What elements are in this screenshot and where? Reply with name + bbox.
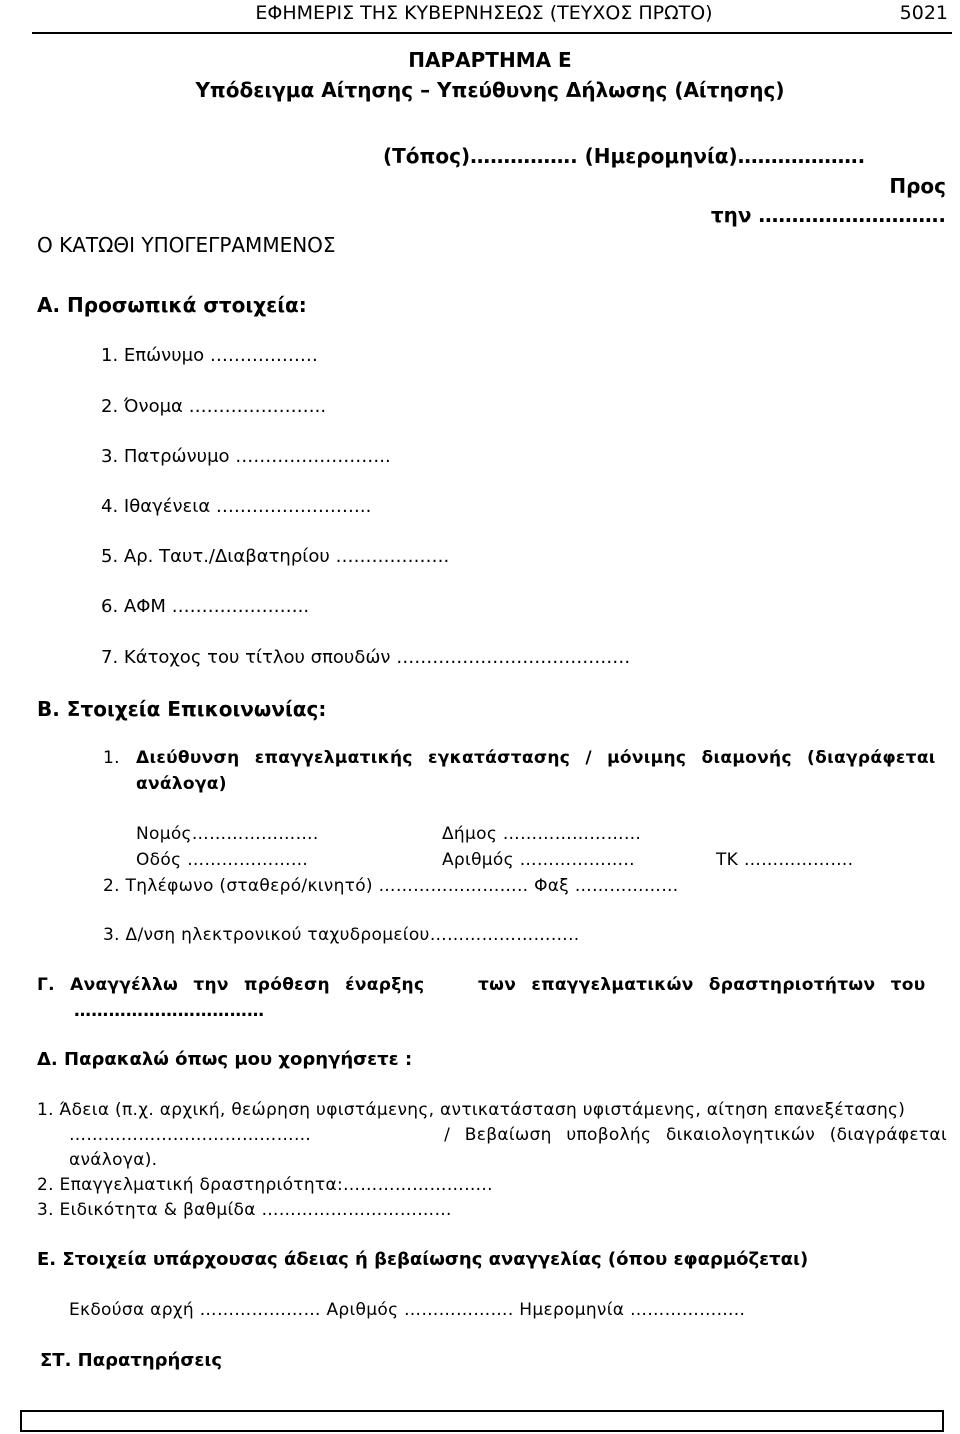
permit-item-line2 xyxy=(69,1125,947,1145)
phone-fax-field: 2. Τηλέφωνο (σταθερό/κινητό) …………………….. Φαξ ……………… xyxy=(103,876,679,896)
remarks-title: ΣΤ. Παρατηρήσεις xyxy=(40,1350,223,1371)
name-field: 2. Όνομα ………………….. xyxy=(101,396,327,417)
permit-item-line1: 1. Άδεια (π.χ. αρχική, θεώρηση υφιστάμενης, αντικατάσταση υφιστάμενης, αίτηση επανεξέτασης) xyxy=(37,1100,906,1120)
gazette-header-title: ΕΦΗΜΕΡΙΣ ΤΗΣ ΚΥΒΕΡΝΗΣΕΩΣ (ΤΕΥΧΟΣ ΠΡΩΤΟ) xyxy=(255,2,713,24)
permit-dots: …………………………………… xyxy=(69,1125,312,1145)
permit-item-line3: ανάλογα). xyxy=(69,1150,158,1170)
activity-field: 2. Επαγγελματική δραστηριότητα:…………………….. xyxy=(37,1175,493,1195)
section-a-title: Α. Προσωπικά στοιχεία: xyxy=(37,293,307,317)
prefecture-field: Νομός…………………. xyxy=(136,824,319,844)
remarks-box xyxy=(20,1410,944,1432)
address-item-line2: ανάλογα) xyxy=(136,774,227,794)
place-date-line: (Τόπος)……………. (Ημερομηνία)………………. xyxy=(383,144,866,168)
surname-field: 1. Επώνυμο ……………… xyxy=(101,345,318,366)
annex-title: ΠΑΡΑΡΤΗΜΑ Ε xyxy=(408,48,572,72)
permit-certificate-text: / Βεβαίωση υποβολής δικαιολογητικών (διαγράφεται xyxy=(444,1125,947,1145)
section-d-title: Δ. Παρακαλώ όπως μου χορηγήσετε : xyxy=(37,1049,413,1070)
annex-subtitle: Υπόδειγμα Αίτησης – Υπεύθυνης Δήλωσης (Αίτησης) xyxy=(195,78,785,102)
address-item-line1: Διεύθυνση επαγγελματικής εγκατάστασης / μόνιμης διαμονής (διαγράφεται xyxy=(136,748,936,768)
id-passport-field: 5. Αρ. Ταυτ./Διαβατηρίου ………………. xyxy=(101,546,450,567)
email-field: 3. Δ/νση ηλεκτρονικού ταχυδρομείου…………………….. xyxy=(103,925,580,945)
header-rule xyxy=(32,32,952,34)
nationality-field: 4. Ιθαγένεια …………………….. xyxy=(101,496,372,517)
signatory-label: Ο ΚΑΤΩΘΙ ΥΠΟΓΕΓΡΑΜΜΕΝΟΣ xyxy=(37,233,336,257)
section-c-line1-right: των επαγγελματικών δραστηριοτήτων του xyxy=(478,975,926,995)
to-recipient: την ………………………. xyxy=(710,203,946,227)
section-b-title: Β. Στοιχεία Επικοινωνίας: xyxy=(37,697,327,721)
fathers-name-field: 3. Πατρώνυμο …………………….. xyxy=(101,446,391,467)
street-field: Οδός ………………… xyxy=(136,850,309,870)
municipality-field: Δήμος …………………… xyxy=(442,824,642,844)
existing-permit-line: Εκδούσα αρχή ………………… Αριθμός ………………. Ημερομηνία ……………….. xyxy=(69,1300,746,1320)
specialty-field: 3. Ειδικότητα & βαθμίδα …………………………… xyxy=(37,1200,452,1220)
tax-id-field: 6. ΑΦΜ ………………….. xyxy=(101,596,310,617)
section-c-line1-left: Γ. Αναγγέλλω την πρόθεση έναρξης xyxy=(37,975,425,995)
section-e-title: Ε. Στοιχεία υπάρχουσας άδειας ή βεβαίωσης αναγγελίας (όπου εφαρμόζεται) xyxy=(37,1249,809,1270)
address-item-number: 1. xyxy=(103,748,120,768)
page-number: 5021 xyxy=(899,2,948,24)
to-label: Προς xyxy=(889,174,946,198)
section-c-dots: …………………………… xyxy=(74,1001,265,1021)
postal-code-field: ΤΚ ………………. xyxy=(716,850,854,870)
degree-holder-field: 7. Κάτοχος του τίτλου σπουδών ………………………………… xyxy=(101,647,631,668)
street-number-field: Αριθμός ……………….. xyxy=(442,850,635,870)
